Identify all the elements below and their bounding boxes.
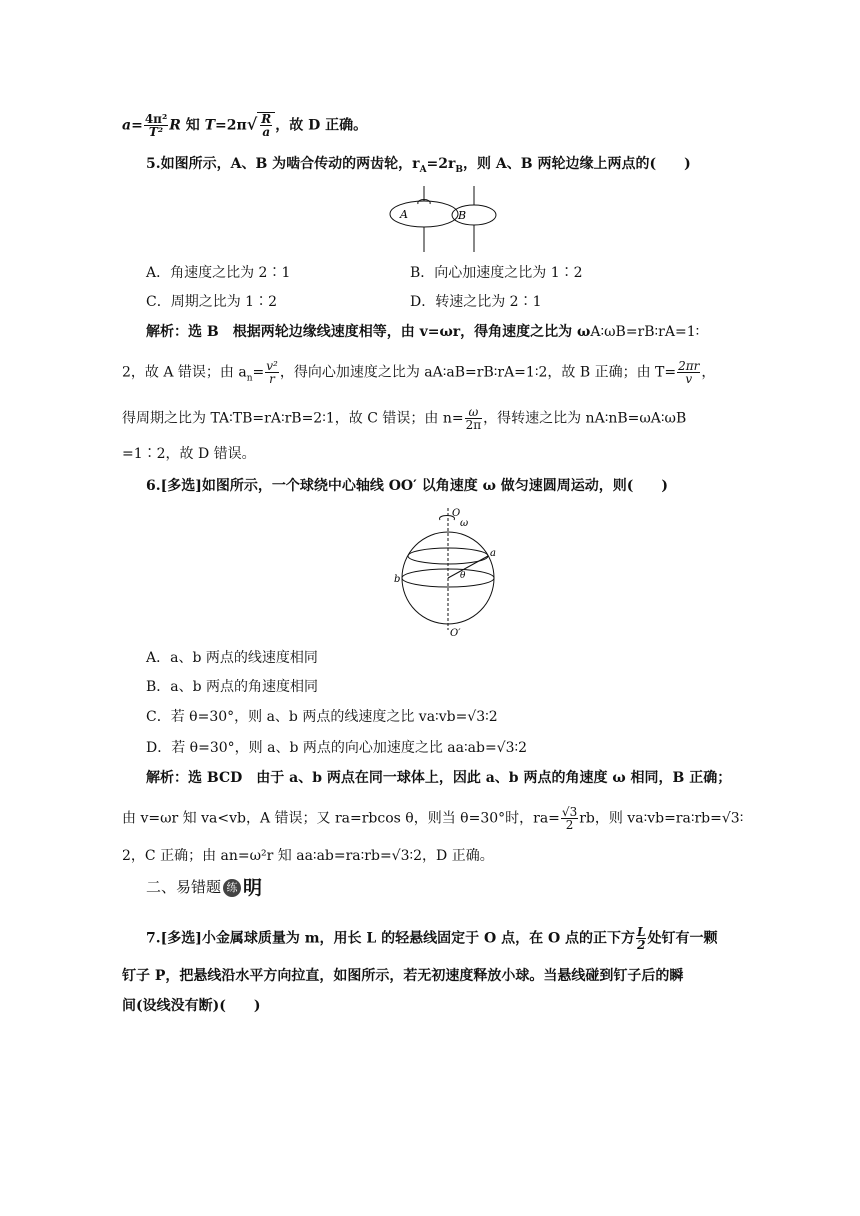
q6-analysis-line-3: 2，C 正确；由 an=ω²r 知 aa∶ab=ra∶rb=√3∶2，D 正确。 [122,848,494,864]
subscript-B: B [455,164,464,175]
analysis-text-b: A∶TB=rA∶rB=2∶1，故 C 错误；由 n= [219,410,464,427]
analysis-text: 解析：选 B 根据两轮边缘线速度相等，由 v=ωr，得角速度之比为 ω [146,324,591,340]
fraction-numerator: 4π² [144,112,168,126]
fraction-L-2 [636,926,646,951]
q6-option-d: D．若 θ=30°，则 a、b 两点的向心加速度之比 aa∶ab=√3∶2 [146,740,528,756]
label-omega: ω [460,518,469,529]
equals: = [252,364,265,381]
gear-label-b: B [458,209,467,222]
question-7-line-2: 钉子 P，把悬线沿水平方向拉直，如图所示，若无初速度释放小球。当悬线碰到钉子后的瞬 [122,968,684,984]
stem-text: 7.[多选]小金属球质量为 m，用长 L 的轻悬线固定于 O 点，在 O 点的正下方 [146,930,636,947]
q5-analysis-line-2 [122,360,715,385]
analysis-text-c: A∶aB=rB∶rA=1∶2，故 B 正确；由 T= [432,364,677,381]
stem-text: 5.如图所示，A、B 为啮合传动的两齿轮，r [146,156,420,172]
label-b: b [394,574,401,585]
label-o-prime: O′ [450,628,461,639]
symbol-R: R [169,117,181,134]
sqrt-sign: √ [246,114,258,134]
conclusion-text: ，故 D 正确。 [275,117,368,134]
label-theta: θ [460,571,466,581]
analysis-text-d: A∶nB=ωA∶ωB [594,410,687,427]
equals-2pi: =2π [215,117,247,134]
question-6-stem: 6.[多选]如图所示，一个球绕中心轴线 OO′ 以角速度 ω 做匀速圆周运动，则( ) [146,478,669,494]
q5-option-c: C．周期之比为 1∶2 [146,294,277,310]
label-o: O [452,508,461,519]
analysis-text-b: rb，则 va∶vb=ra∶rb=√3∶ [579,810,744,827]
symbol-T: T [204,117,216,134]
symbol-a: a [122,117,132,134]
q5-option-d: D．转速之比为 2∶1 [410,294,542,310]
subscript-n: n [246,373,253,384]
question-7-line-1 [146,926,717,951]
section-title: 二、易错题 [146,878,222,896]
label-a: a [490,548,496,559]
analysis-text-b: ，得向心加速度之比为 a [279,364,433,381]
fraction-numerator: v² [266,359,278,373]
stem-text-tail: 处钉有一颗 [647,930,718,947]
fraction-denominator: r [269,372,275,386]
section-title-suffix: 明 [243,877,263,899]
fraction-denominator: 2 [637,938,646,952]
analysis-text: 得周期之比为 T [122,410,220,427]
subscript-A: A [419,164,427,175]
fraction-denominator: 2π [465,418,482,432]
fraction-v2-r [265,360,279,385]
q5-analysis-line-1 [146,322,699,342]
fraction-denominator: 2 [565,818,574,832]
analysis-text-c: ，得转速之比为 n [483,410,595,427]
q6-option-c: C．若 θ=30°，则 a、b 两点的线速度之比 va∶vb=√3∶2 [146,709,498,725]
fraction-numerator: 2πr [678,359,700,373]
fraction-numerator: √3 [561,805,578,819]
q5-option-b: B．向心加速度之比为 1∶2 [410,265,583,281]
sqrt-body [257,112,275,138]
analysis-text: 由 v=ωr 知 va<vb，A 错误；又 ra=rbcos θ，则当 θ=30°时，ra= [122,810,560,827]
sphere-figure [392,506,512,640]
fraction-numerator: R [261,112,272,126]
q6-analysis-line-1: 解析：选 BCD 由于 a、b 两点在同一球体上，因此 a、b 两点的角速度 ω 相同，B 正确； [146,770,732,786]
practice-badge-icon: 练 [223,879,241,897]
q6-option-b: B．a、b 两点的角速度相同 [146,679,319,695]
fraction-sqrt3-2 [561,806,578,831]
section-2-heading [146,876,262,899]
gear-label-a: A [400,208,408,221]
fraction-numerator: L [637,925,646,939]
analysis-text-d: ， [701,364,716,381]
fraction-R-a [260,113,272,138]
radius-line [448,556,488,578]
fraction-omega-2pi [465,406,483,431]
analysis-text: 2，故 A 错误；由 a [122,364,247,381]
stem-text-tail: ，则 A、B 两轮边缘上两点的( ) [463,156,691,172]
q6-analysis-line-2 [122,806,743,831]
q5-analysis-line-3 [122,406,686,431]
q5-option-a: A．角速度之比为 2∶1 [146,265,291,281]
top-formula-line [122,112,367,138]
text-zhi: 知 [180,117,205,134]
fraction-denominator: T² [148,125,164,139]
question-5-stem [146,154,691,174]
equals: = [131,117,143,134]
question-7-line-3: 间(设线没有断)( ) [122,998,261,1014]
q6-option-a: A．a、b 两点的线速度相同 [146,650,318,666]
fraction-4pi2-T2 [144,113,168,138]
gears-figure [388,186,508,254]
fraction-denominator: v [685,372,693,386]
stem-text-mid: =2r [426,156,456,172]
fraction-numerator: ω [465,406,483,419]
fraction-denominator: a [262,125,271,139]
analysis-text-tail: A∶ωB=rB∶rA=1∶ [590,324,700,340]
q5-analysis-line-4: =1∶2，故 D 错误。 [122,446,256,462]
fraction-2pir-v [677,360,700,385]
